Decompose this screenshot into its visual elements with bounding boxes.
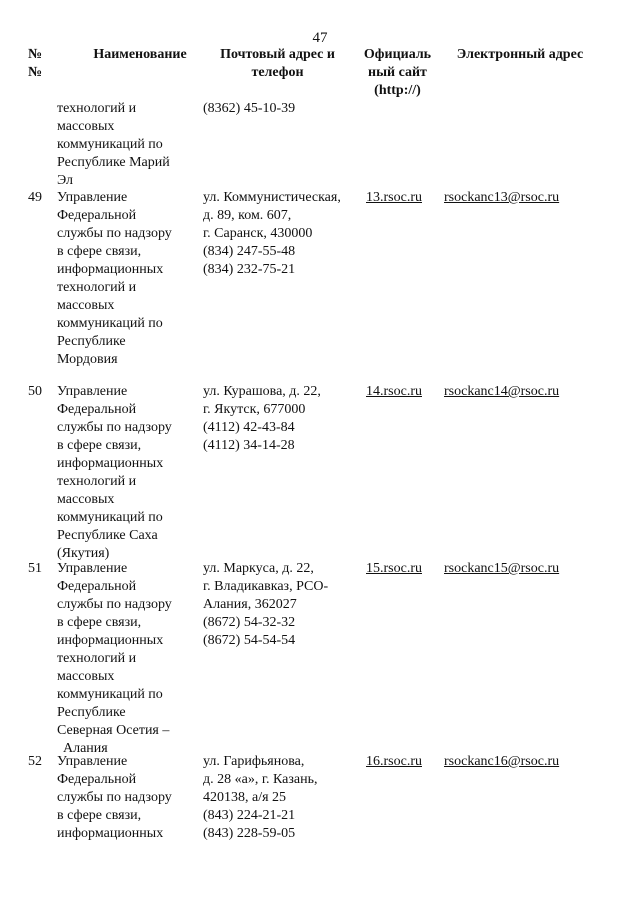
name-line: Республике	[57, 705, 126, 720]
address-line: (843) 224-21-21	[203, 808, 296, 823]
name-line: Управление	[57, 754, 128, 769]
name-line: Федеральной	[57, 402, 137, 417]
address-line: ул. Коммунистическая,	[203, 190, 341, 205]
row-name	[57, 753, 197, 843]
row-name	[57, 189, 197, 369]
name-line: технологий и	[57, 101, 137, 116]
row-address	[203, 383, 363, 455]
name-line: Мордовия	[57, 352, 118, 367]
name-line: массовых	[57, 298, 115, 313]
name-line: коммуникаций по	[57, 687, 163, 702]
site-link[interactable]: 13.rsoc.ru	[366, 190, 422, 205]
address-line: ул. Маркуса, д. 22,	[203, 561, 314, 576]
address-line: (4112) 42-43-84	[203, 420, 295, 435]
name-line: технологий и	[57, 280, 137, 295]
header-number-line: №	[28, 65, 43, 80]
address-line: (8362) 45-10-39	[203, 101, 296, 116]
row-number: 49	[28, 190, 42, 205]
site-link[interactable]: 15.rsoc.ru	[366, 561, 422, 576]
row-address	[203, 189, 363, 279]
name-line: информационных	[57, 633, 164, 648]
header-site-line: (http://)	[374, 83, 421, 98]
header-name	[70, 46, 210, 64]
row-address	[203, 753, 363, 843]
header-address-line: Почтовый адрес и	[220, 47, 335, 62]
address-line: д. 28 «а», г. Казань,	[203, 772, 318, 787]
address-line: (4112) 34-14-28	[203, 438, 295, 453]
address-line: ул. Гарифьянова,	[203, 754, 305, 769]
address-line: (834) 232-75-21	[203, 262, 296, 277]
name-line: (Якутия)	[57, 546, 110, 561]
name-line: в сфере связи,	[57, 615, 142, 630]
site-link[interactable]: 16.rsoc.ru	[366, 754, 422, 769]
name-line: Республике	[57, 334, 126, 349]
name-line: Эл	[57, 173, 74, 188]
name-line: службы по надзору	[57, 226, 172, 241]
name-line: Алания	[63, 741, 108, 756]
continuation-name	[57, 100, 197, 190]
header-number-line: №	[28, 47, 43, 62]
name-line: в сфере связи,	[57, 244, 142, 259]
name-line: Федеральной	[57, 772, 137, 787]
name-line: коммуникаций по	[57, 137, 163, 152]
name-line: Республике Марий	[57, 155, 170, 170]
row-number: 50	[28, 384, 42, 399]
name-line: Северная Осетия –	[57, 723, 170, 738]
header-site-line: ный сайт	[368, 65, 427, 80]
name-line: информационных	[57, 826, 164, 841]
name-line: Управление	[57, 190, 128, 205]
name-line: Управление	[57, 384, 128, 399]
name-line: технологий и	[57, 474, 137, 489]
name-line: массовых	[57, 669, 115, 684]
name-line: в сфере связи,	[57, 808, 142, 823]
page-number: 47	[312, 30, 328, 46]
email-link[interactable]: rsockanc15@rsoc.ru	[444, 561, 560, 576]
address-line: д. 89, ком. 607,	[203, 208, 292, 223]
header-name-line: Наименование	[93, 47, 187, 62]
header-address	[210, 46, 345, 82]
header-site-line: Официаль	[363, 47, 432, 62]
header-site	[355, 46, 440, 100]
email-link[interactable]: rsockanc16@rsoc.ru	[444, 754, 560, 769]
row-address	[203, 560, 363, 650]
name-line: коммуникаций по	[57, 510, 163, 525]
address-line: 420138, а/я 25	[203, 790, 287, 805]
address-line: г. Владикавказ, РСО-	[203, 579, 329, 594]
row-name	[57, 560, 197, 758]
header-email-line: Электронный адрес	[456, 47, 584, 62]
header-address-line: телефон	[251, 65, 304, 80]
name-line: Федеральной	[57, 208, 137, 223]
address-line: г. Якутск, 677000	[203, 402, 306, 417]
address-line: (843) 228-59-05	[203, 826, 296, 841]
name-line: Республике Саха	[57, 528, 158, 543]
email-link[interactable]: rsockanc13@rsoc.ru	[444, 190, 560, 205]
row-number: 51	[28, 561, 42, 576]
address-line: г. Саранск, 430000	[203, 226, 313, 241]
site-link[interactable]: 14.rsoc.ru	[366, 384, 422, 399]
address-line: ул. Курашова, д. 22,	[203, 384, 321, 399]
name-line: службы по надзору	[57, 597, 172, 612]
header-email	[440, 46, 600, 64]
name-line: массовых	[57, 119, 115, 134]
email-link[interactable]: rsockanc14@rsoc.ru	[444, 384, 560, 399]
row-name	[57, 383, 197, 563]
address-line: Алания, 362027	[203, 597, 297, 612]
address-line: (8672) 54-32-32	[203, 615, 296, 630]
name-line: массовых	[57, 492, 115, 507]
name-line: информационных	[57, 456, 164, 471]
name-line: информационных	[57, 262, 164, 277]
name-line: службы по надзору	[57, 790, 172, 805]
address-line: (834) 247-55-48	[203, 244, 296, 259]
row-number: 52	[28, 754, 42, 769]
name-line: технологий и	[57, 651, 137, 666]
name-line: Управление	[57, 561, 128, 576]
name-line: Федеральной	[57, 579, 137, 594]
name-line: коммуникаций по	[57, 316, 163, 331]
header-number	[28, 46, 52, 82]
name-line: службы по надзору	[57, 420, 172, 435]
continuation-address	[203, 100, 363, 118]
name-line: в сфере связи,	[57, 438, 142, 453]
address-line: (8672) 54-54-54	[203, 633, 296, 648]
